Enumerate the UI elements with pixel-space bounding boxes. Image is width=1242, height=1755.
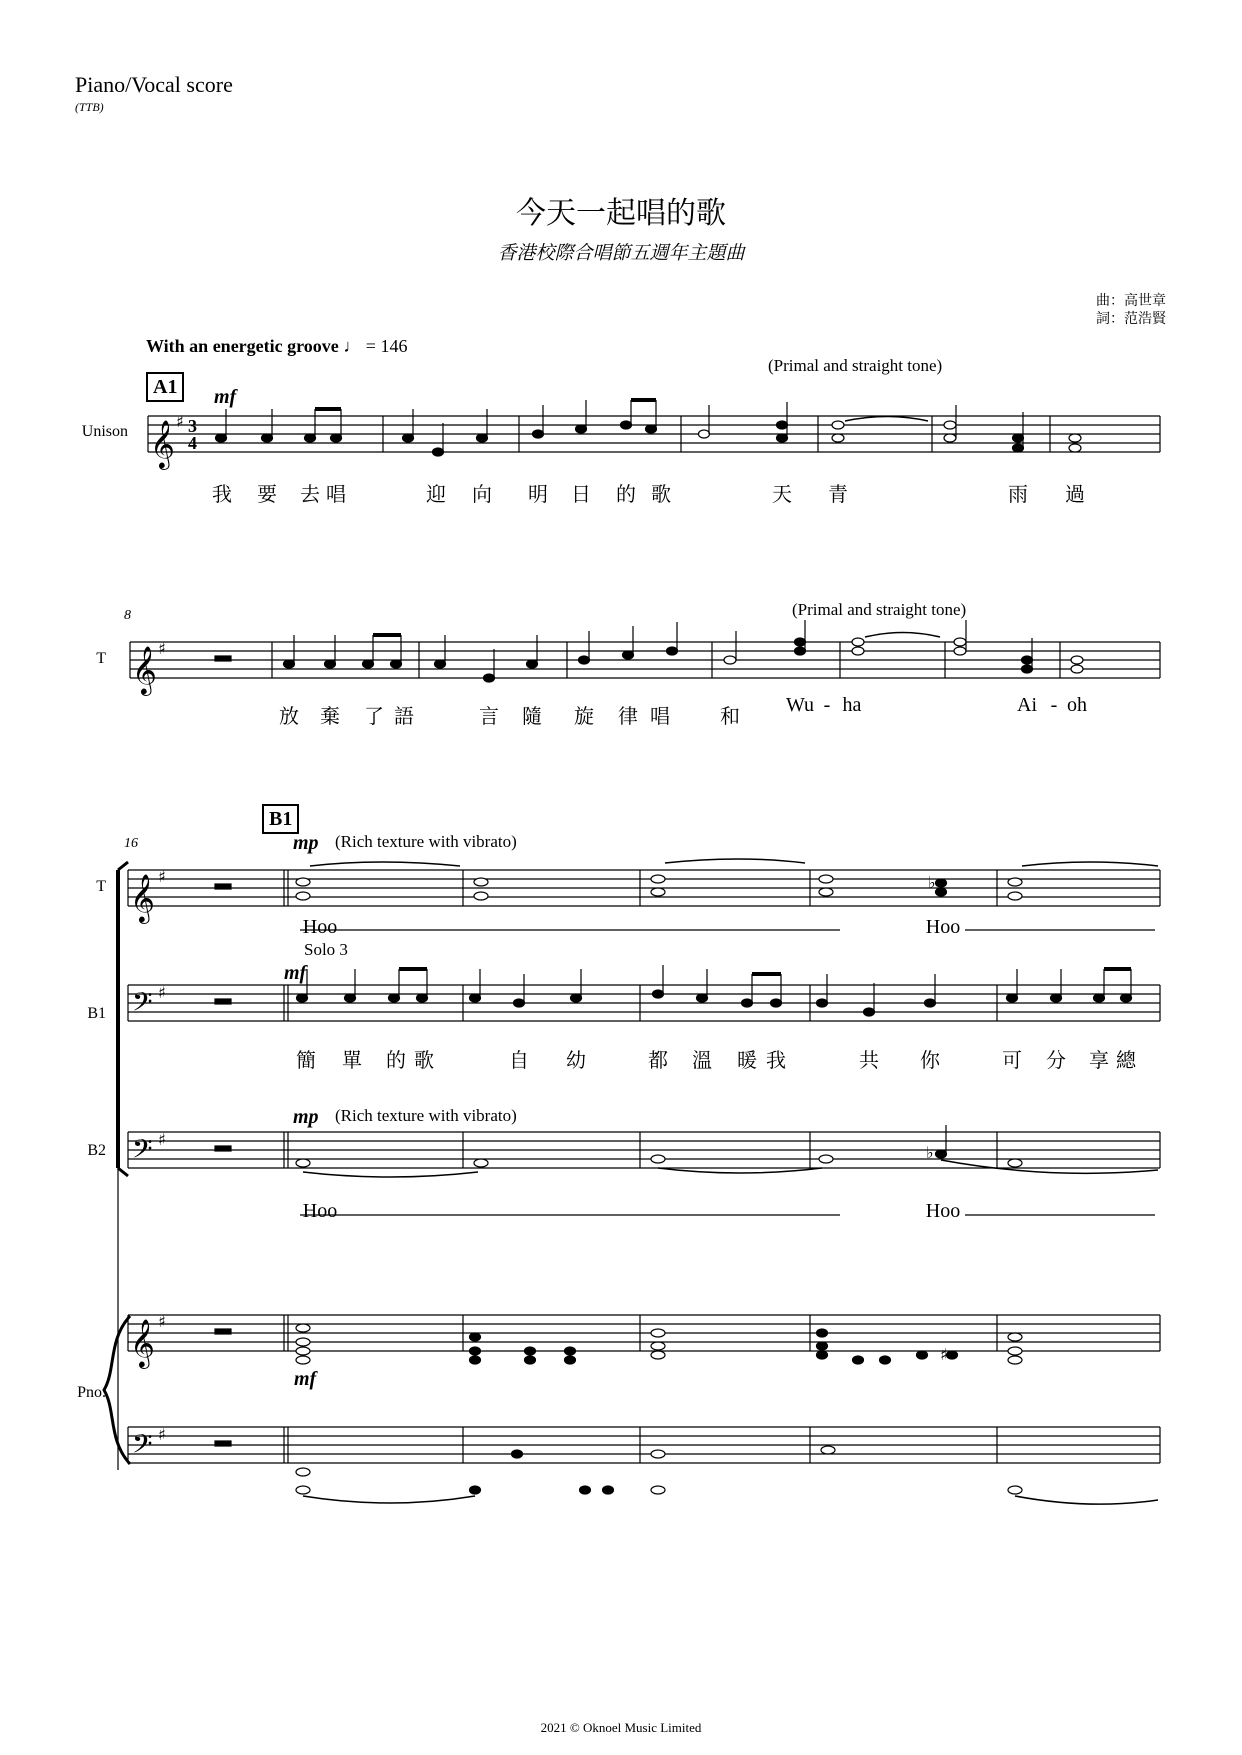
treble-clef-icon: 𝄞: [132, 645, 157, 694]
lyric: 棄: [320, 706, 340, 728]
lyric: 我: [766, 1050, 786, 1072]
lyric: 幼: [566, 1050, 586, 1072]
treble-clef-icon: 𝄞: [150, 419, 175, 468]
copyright-footer: 2021 © Oknoel Music Limited: [540, 1720, 702, 1735]
staff-baritone2: [128, 1125, 1160, 1215]
lyric: 日: [571, 484, 591, 506]
dynamic-mf: mf: [284, 962, 307, 984]
voicing-label: (TTB): [75, 100, 104, 114]
lyric: 和: [720, 706, 740, 728]
lyric: Hoo: [925, 916, 961, 938]
dynamic-mf: mf: [214, 386, 237, 408]
time-sig-3: 3: [188, 416, 197, 436]
page-title: 今天一起唱的歌: [516, 197, 726, 230]
bass-clef-icon: 𝄢: [132, 1133, 153, 1171]
lyric: 歌: [651, 484, 671, 506]
staff-label-piano: Pno.: [77, 1384, 106, 1401]
lyric: 總: [1116, 1050, 1136, 1072]
lyric: 了: [364, 706, 384, 728]
measure-number: 16: [124, 836, 138, 851]
lyric: 律: [618, 706, 638, 728]
lyric: 你: [920, 1050, 940, 1072]
lyric: 放: [279, 706, 299, 728]
lyric: 隨: [522, 706, 542, 728]
staff-label-baritone1: B1: [87, 1005, 106, 1022]
lyric: 自: [509, 1050, 529, 1072]
sharp-icon: ♯: [158, 1425, 166, 1444]
page-subtitle: 香港校際合唱節五週年主題曲: [497, 243, 745, 264]
lyric: 可: [1002, 1050, 1022, 1072]
lyric: 歌: [414, 1050, 434, 1072]
lyric: 的: [386, 1050, 406, 1072]
staff-label-baritone2: B2: [87, 1142, 106, 1159]
performance-direction: (Primal and straight tone): [768, 356, 943, 375]
score-type: Piano/Vocal score: [75, 72, 233, 97]
tempo-text: With an energetic groove: [146, 336, 339, 356]
solo-label: Solo 3: [304, 940, 348, 959]
lyric: 溫: [692, 1050, 712, 1072]
lyric: Hoo: [925, 1200, 961, 1222]
lyric: 我: [212, 484, 232, 506]
lyric: 旋: [574, 706, 594, 728]
lyric: 唱: [326, 484, 346, 506]
sharp-icon: ♯: [158, 639, 166, 658]
lyric: Hoo: [302, 916, 338, 938]
bass-clef-icon: 𝄢: [132, 1428, 153, 1466]
performance-direction: (Rich texture with vibrato): [335, 1106, 517, 1125]
lyric: 迎: [426, 484, 446, 506]
staff-piano-treble: [128, 1315, 1160, 1364]
notes-system1: [216, 400, 1082, 456]
lyric: 簡: [296, 1050, 316, 1072]
lyric: 向: [472, 484, 492, 506]
flat-icon: ♭: [928, 873, 936, 892]
lyric: 單: [342, 1050, 362, 1072]
lyric: 雨: [1008, 484, 1028, 506]
dynamic-mp: mp: [293, 1106, 319, 1128]
sharp-icon: ♯: [158, 983, 166, 1002]
lyric: Ai: [1017, 694, 1037, 716]
lyricist-credit: 詞：范浩賢: [1096, 312, 1166, 327]
sharp-icon: ♯: [158, 1130, 166, 1149]
composer-credit: 曲：高世章: [1096, 294, 1166, 309]
lyric: 的: [616, 484, 636, 506]
treble-clef-icon: 𝄞: [130, 1318, 155, 1367]
sharp-icon: ♯: [158, 867, 166, 886]
measure-number: 8: [124, 608, 131, 623]
sharp-icon: ♯: [940, 1345, 948, 1364]
sharp-icon: ♯: [158, 1312, 166, 1331]
lyric: 言: [479, 706, 499, 728]
lyric: -: [823, 694, 831, 716]
quarter-note-icon: ♩: [343, 336, 362, 356]
lyric: Hoo: [302, 1200, 338, 1222]
performance-direction: (Rich texture with vibrato): [335, 832, 517, 851]
lyric: 暖: [737, 1050, 757, 1072]
lyric: -: [1050, 694, 1058, 716]
lyric: 青: [828, 484, 848, 506]
rehearsal-mark-a1: A1: [146, 372, 184, 402]
lyric: 享: [1089, 1050, 1109, 1072]
lyric: Wu: [785, 694, 815, 716]
staff-label-tenor: T: [96, 650, 106, 667]
lyric: 分: [1046, 1050, 1066, 1072]
staff-label-unison: Unison: [81, 423, 128, 440]
time-sig-4: 4: [188, 433, 197, 453]
lyric: oh: [1067, 694, 1087, 716]
performance-direction: (Primal and straight tone): [792, 600, 967, 619]
dynamic-mp: mp: [293, 832, 319, 854]
lyric: 唱: [650, 706, 670, 728]
staff-unison: [148, 416, 1160, 452]
staff-baritone1: [128, 965, 1160, 1021]
dynamic-mf: mf: [294, 1368, 317, 1390]
staff-piano-bass: [104, 1316, 1160, 1504]
lyric: 共: [859, 1050, 879, 1072]
lyric: 要: [257, 484, 277, 506]
bass-clef-icon: 𝄢: [132, 986, 153, 1024]
staff-tenor-system2: [130, 620, 1160, 682]
lyric: 天: [772, 484, 792, 506]
rehearsal-mark-b1: B1: [262, 804, 299, 834]
tempo-value: = 146: [365, 336, 408, 356]
system3-brackets: [118, 862, 128, 1470]
lyric: 過: [1065, 484, 1085, 506]
lyric: 去: [300, 484, 320, 506]
flat-icon: ♭: [926, 1143, 934, 1162]
staff-tenor-system3: [128, 859, 1160, 930]
lyric: 都: [648, 1050, 668, 1072]
treble-clef-icon: 𝄞: [130, 873, 155, 922]
staff-label-tenor: T: [96, 878, 106, 895]
lyric: 明: [528, 484, 548, 506]
lyric: 語: [394, 706, 414, 728]
lyric: ha: [842, 694, 862, 716]
sharp-icon: ♯: [176, 412, 184, 431]
